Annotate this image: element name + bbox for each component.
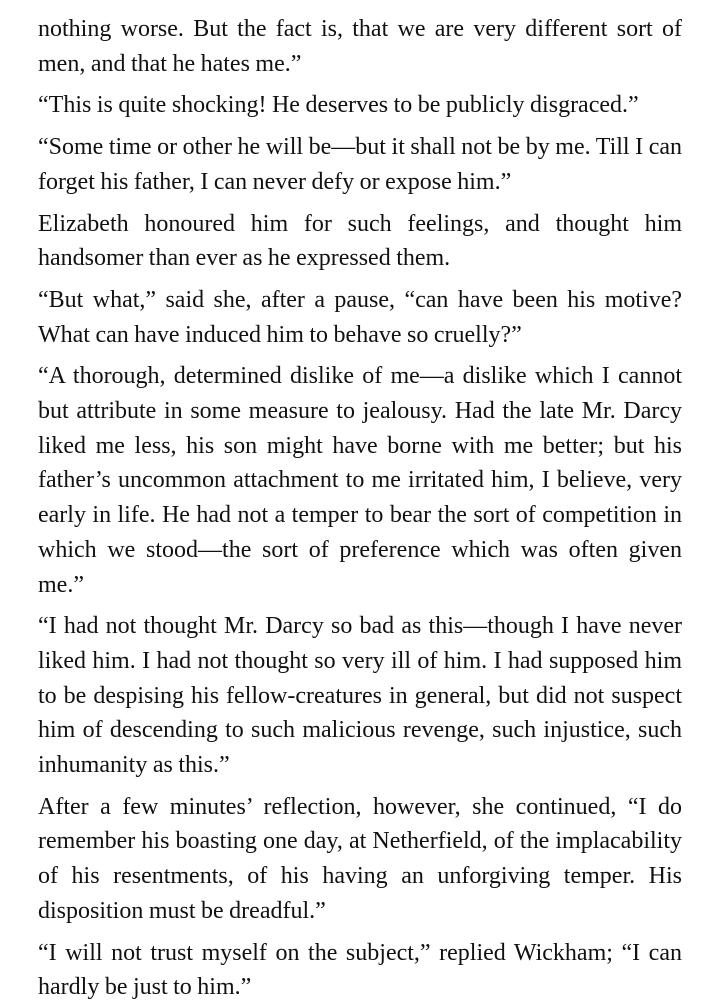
paragraph-5: “But what,” said she, after a pause, “can have been his motive? What can have induced him to behave so cruelly?” [38,286,682,348]
paragraph-6: “A thorough, determined dislike of me—a dislike which I cannot but attribute in some measure to jealousy. Had the late Mr. Darcy liked me less, his son might have borne with me better; but his father’s uncommon attachment to me irritated him, I believe, very early in life. He had not a temper to bear the sort of competition in which we stood—the sort of preference which was often given me.” [38,363,682,598]
paragraph-4: Elizabeth honoured him for such feelings, and thought him handsomer than ever as he expressed them. [38,210,682,272]
paragraph-1: nothing worse. But the fact is, that we are very different sort of men, and that he hates me.” [38,16,682,77]
paragraph-9: “I will not trust myself on the subject,” replied Wickham; “I can hardly be just to him.” [38,939,682,1001]
paragraph-7: “I had not thought Mr. Darcy so bad as this—though I have never liked him. I had not thought so very ill of him. I had supposed him to be despising his fellow-creatures in general, but did not suspect him of descending to such malicious revenge, such injustice, such inhumanity as this.” [38,613,682,779]
paragraph-8: After a few minutes’ reflection, however, she continued, “I do remember his boasting one day, at Netherfield, of the implacability of his resentments, of his having an unforgiving temper. His disposition must be dreadful.” [38,793,682,924]
paragraph-3: “Some time or other he will be—but it shall not be by me. Till I can forget his father, I can never defy or expose him.” [38,134,682,195]
paragraph-2: “This is quite shocking! He deserves to be publicly disgraced.” [38,92,639,119]
